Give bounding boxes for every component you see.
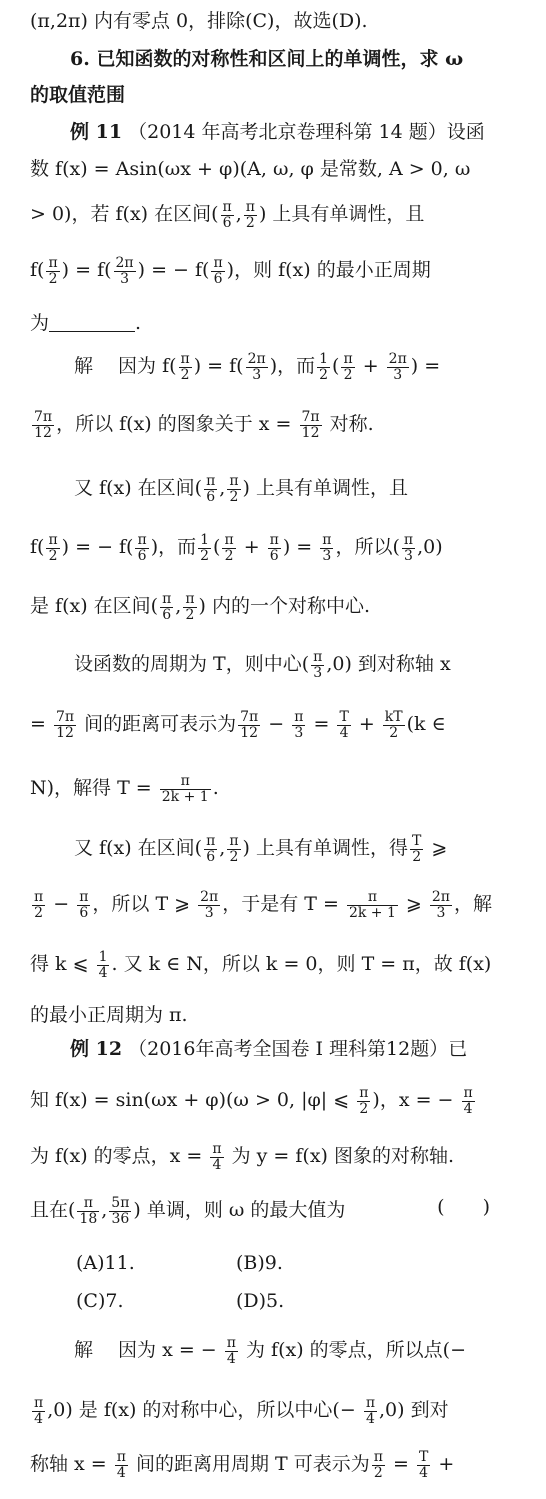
fraction-pi-6: $\frac{\pi}{6}$ — [222, 199, 232, 231]
fraction-pi-2: $\frac{\pi}{2}$ — [34, 889, 44, 921]
fraction-pi-6: $\frac{\pi}{6}$ — [162, 591, 172, 623]
fraction-pi-4: $\frac{\pi}{4}$ — [34, 1395, 44, 1427]
example-11-line-4: f( $\frac{\pi}{2}$ ) = f( $\frac{2\pi}{3}$ ) = − f( $\frac{\pi}{6}$ )，则 f(x) 的最小正周期 — [30, 255, 431, 287]
line-1: (π,2π) 内有零点 0，排除(C)，故选(D). — [30, 10, 368, 32]
fraction-5pi-36: $\frac{5\pi}{36}$ — [111, 1195, 130, 1227]
fraction-pi-4: $\frac{\pi}{4}$ — [463, 1085, 473, 1117]
fraction-2pi-3: $\frac{2\pi}{3}$ — [200, 889, 219, 921]
fraction-pi-6: $\frac{\pi}{6}$ — [137, 532, 147, 564]
example-11-title: 例 11 （2014 年高考北京卷理科第 14 题）设函 — [70, 121, 485, 143]
option-a: (A)11. — [76, 1252, 135, 1274]
fraction-T-4: $\frac{T}{4}$ — [418, 1449, 429, 1481]
example-12-line-4: 且在( $\frac{\pi}{18}$ , $\frac{5\pi}{36}$ ) 单调，则 ω 的最大值为 ( ) — [30, 1195, 490, 1227]
solution-11-line-2: $\frac{7\pi}{12}$ ，所以 f(x) 的图象关于 x = $\frac{7\pi}{12}$ 对称. — [34, 409, 374, 441]
fraction-pi-4: $\frac{\pi}{4}$ — [116, 1449, 126, 1481]
fraction-pi-2: $\frac{\pi}{2}$ — [48, 255, 58, 287]
fraction-pi-2k1: $\frac{\pi}{2k + 1}$ — [161, 773, 209, 805]
option-b: (B)9. — [236, 1252, 283, 1274]
option-d: (D)5. — [236, 1290, 285, 1312]
fraction-pi-6: $\frac{\pi}{6}$ — [213, 255, 223, 287]
example-12-title: 例 12 （2016年高考全国卷 Ⅰ 理科第12题）已 — [70, 1038, 468, 1060]
fraction-2pi-3: $\frac{2\pi}{3}$ — [247, 351, 266, 383]
solution-12-line-3: 称轴 x = $\frac{\pi}{4}$ 间的距离用周期 T 可表示为 $\frac{\pi}{2}$ = $\frac{T}{4}$ + — [30, 1449, 455, 1481]
option-c: (C)7. — [76, 1290, 124, 1312]
fraction-pi-3: $\frac{\pi}{3}$ — [403, 532, 414, 564]
fraction-1-2: $\frac{1}{2}$ — [200, 532, 210, 564]
solution-12-line-2: $\frac{\pi}{4}$ ,0) 是 f(x) 的对称中心，所以中心(− $\frac{\pi}{4}$ ,0) 到对 — [34, 1395, 449, 1427]
fraction-pi-4: $\frac{\pi}{4}$ — [365, 1395, 376, 1427]
fraction-pi-3: $\frac{\pi}{3}$ — [313, 649, 323, 681]
solution-11-line-3: 又 f(x) 在区间( $\frac{\pi}{6}$ , $\frac{\pi}{2}$ ) 上具有单调性，且 — [74, 473, 408, 505]
fraction-pi-6: $\frac{\pi}{6}$ — [206, 473, 216, 505]
section-heading-6: 6. 已知函数的对称性和区间上的单调性，求 ω — [70, 48, 464, 70]
fraction-pi-6: $\frac{\pi}{6}$ — [79, 889, 89, 921]
fraction-1-4: $\frac{1}{4}$ — [98, 949, 108, 981]
fraction-pi-18: $\frac{\pi}{18}$ — [79, 1195, 98, 1227]
solution-11-line-1: 解 因为 f( $\frac{\pi}{2}$ ) = f( $\frac{2\pi}{3}$ )，而 $\frac{1}{2}$ ( $\frac{\pi}{2}$ + $\frac{2\pi}{3}$ ) = — [74, 351, 441, 383]
fraction-pi-2: $\frac{\pi}{2}$ — [343, 351, 353, 383]
solution-11-line-5: 是 f(x) 在区间( $\frac{\pi}{6}$ , $\frac{\pi}{2}$ ) 内的一个对称中心. — [30, 591, 371, 623]
answer-parentheses: ( ) — [437, 1196, 490, 1218]
solution-11-line-4: f( $\frac{\pi}{2}$ ) = − f( $\frac{\pi}{6}$ )，而 $\frac{1}{2}$ ( $\frac{\pi}{2}$ + $\frac{\pi}{6}$ ) = $\frac{\pi}{3}$ ，所以( $\frac{\pi}{3}$ ,0) — [30, 532, 443, 564]
fraction-pi-3: $\frac{\pi}{3}$ — [322, 532, 332, 564]
solution-11-line-11: 得 k ⩽ $\frac{1}{4}$ . 又 k ∈ N，所以 k = 0，则 T = π，故 f(x) — [30, 949, 492, 981]
fraction-pi-2: $\frac{\pi}{2}$ — [229, 473, 239, 505]
solution-11-line-8: N)，解得 T = $\frac{\pi}{2k + 1}$ . — [30, 773, 219, 805]
fraction-2pi-3: $\frac{2\pi}{3}$ — [115, 255, 134, 287]
fraction-pi-4: $\frac{\pi}{4}$ — [226, 1335, 236, 1367]
fraction-7pi-12: $\frac{7\pi}{12}$ — [34, 409, 53, 441]
solution-11-line-9: 又 f(x) 在区间( $\frac{\pi}{6}$ , $\frac{\pi}{2}$ ) 上具有单调性，得 $\frac{T}{2}$ ⩾ — [74, 833, 448, 865]
solution-11-line-6: 设函数的周期为 T，则中心( $\frac{\pi}{3}$ ,0) 到对称轴 x — [74, 649, 451, 681]
fraction-pi-2: $\frac{\pi}{2}$ — [245, 199, 255, 231]
example-11-line-2: 数 f(x) = Asin(ωx + φ)(A, ω, φ 是常数, A > 0, ω — [30, 158, 471, 180]
solution-11-line-12: 的最小正周期为 π. — [30, 1004, 188, 1026]
fraction-pi-4: $\frac{\pi}{4}$ — [212, 1141, 222, 1173]
fraction-pi-2: $\frac{\pi}{2}$ — [224, 532, 234, 564]
example-11-line-3: > 0)，若 f(x) 在区间( $\frac{\pi}{6}$ , $\frac{\pi}{2}$ ) 上具有单调性，且 — [30, 199, 425, 231]
example-12-line-3: 为 f(x) 的零点，x = $\frac{\pi}{4}$ 为 y = f(x) 图象的对称轴. — [30, 1141, 455, 1173]
fraction-pi-2k1: $\frac{\pi}{2k + 1}$ — [348, 889, 396, 921]
solution-12-line-1: 解 因为 x = − $\frac{\pi}{4}$ 为 f(x) 的零点，所以点(− — [74, 1335, 466, 1367]
fraction-pi-2: $\frac{\pi}{2}$ — [185, 591, 195, 623]
solution-11-line-7: = $\frac{7\pi}{12}$ 间的距离可表示为 $\frac{7\pi}{12}$ − $\frac{\pi}{3}$ = $\frac{T}{4}$ + $\frac{kT}{2}$ (k ∈ — [30, 709, 446, 741]
fraction-pi-2: $\frac{\pi}{2}$ — [373, 1449, 383, 1481]
fraction-T-4: $\frac{T}{4}$ — [339, 709, 349, 741]
fraction-pi-2: $\frac{\pi}{2}$ — [359, 1085, 369, 1117]
example-12-line-2: 知 f(x) = sin(ωx + φ)(ω > 0, |φ| ⩽ $\frac{\pi}{2}$ )，x = − $\frac{\pi}{4}$ — [30, 1085, 473, 1117]
fraction-kT-2: $\frac{kT}{2}$ — [384, 709, 403, 741]
fraction-pi-6: $\frac{\pi}{6}$ — [206, 833, 216, 865]
fraction-pi-2: $\frac{\pi}{2}$ — [229, 833, 239, 865]
fraction-T-2: $\frac{T}{2}$ — [411, 833, 422, 865]
fraction-7pi-12: $\frac{7\pi}{12}$ — [55, 709, 75, 741]
fraction-2pi-3: $\frac{2\pi}{3}$ — [431, 889, 450, 921]
fraction-2pi-3: $\frac{2\pi}{3}$ — [388, 351, 407, 383]
fraction-1-2: $\frac{1}{2}$ — [319, 351, 329, 383]
fraction-7pi-12: $\frac{7\pi}{12}$ — [240, 709, 259, 741]
fraction-pi-2: $\frac{\pi}{2}$ — [48, 532, 58, 564]
section-heading-6-cont: 的取值范围 — [30, 84, 126, 106]
fraction-pi-3: $\frac{\pi}{3}$ — [294, 709, 304, 741]
fraction-pi-2: $\frac{\pi}{2}$ — [180, 351, 190, 383]
fraction-pi-6: $\frac{\pi}{6}$ — [269, 532, 279, 564]
answer-blank — [49, 313, 135, 332]
example-11-line-5: 为 . — [30, 312, 142, 334]
solution-11-line-10: $\frac{\pi}{2}$ − $\frac{\pi}{6}$ ，所以 T ⩾ $\frac{2\pi}{3}$ ，于是有 T = $\frac{\pi}{2k + 1}$ ⩾ $\frac{2\pi}{3}$ ，解 — [34, 889, 493, 921]
fraction-7pi-12: $\frac{7\pi}{12}$ — [301, 409, 320, 441]
